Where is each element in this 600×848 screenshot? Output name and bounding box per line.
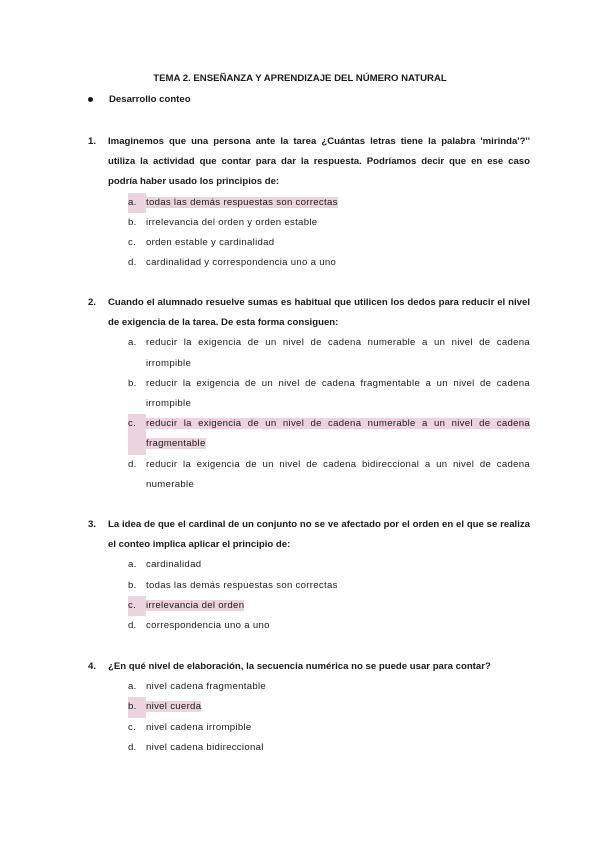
option-c bbox=[128, 233, 530, 253]
option-letter: b. bbox=[128, 377, 137, 389]
option-letter: c. bbox=[128, 414, 146, 454]
option-letter: a. bbox=[128, 337, 137, 349]
option-d bbox=[128, 738, 530, 758]
option-text: reducir la exigencia de un nivel de cadena numerable a un nivel de cadena irrompible bbox=[146, 337, 530, 369]
option-letter: d. bbox=[128, 620, 137, 632]
option-letter: d. bbox=[128, 741, 137, 753]
option-letter: b. bbox=[128, 697, 146, 717]
option-letter: c. bbox=[128, 721, 137, 733]
question-text bbox=[88, 657, 530, 677]
option-text: reducir la exigencia de un nivel de cadena numerable a un nivel de cadena fragmentable bbox=[146, 418, 530, 450]
option-text: cardinalidad y correspondencia uno a uno bbox=[146, 257, 337, 269]
question-body: Imaginemos que una persona ante la tarea ¿Cuántas letras tiene la palabra 'mirinda'?'' utiliza la actividad que contar para dar la respuesta. Podríamos decir que en ese caso podría haber usado los principios de: bbox=[108, 136, 530, 188]
option-text: reducir la exigencia de un nivel de cadena bidireccional a un nivel de cadena numerable bbox=[146, 458, 530, 490]
question-number: 4. bbox=[88, 661, 97, 672]
option-text: cardinalidad bbox=[146, 559, 202, 571]
option-d bbox=[128, 455, 530, 495]
section-heading bbox=[88, 94, 191, 105]
option-text: nivel cuerda bbox=[146, 701, 202, 713]
option-text: irrelevancia del orden bbox=[146, 599, 245, 611]
option-d bbox=[128, 616, 530, 636]
question-text bbox=[88, 293, 530, 333]
question-4 bbox=[88, 657, 530, 758]
question-3 bbox=[88, 515, 530, 636]
question-2 bbox=[88, 293, 530, 495]
option-b bbox=[128, 374, 530, 414]
option-letter: d. bbox=[128, 458, 137, 470]
option-b bbox=[128, 697, 530, 717]
option-a bbox=[128, 333, 530, 373]
document-title: TEMA 2. ENSEÑANZA Y APRENDIZAJE DEL NÚMERO NATURAL bbox=[153, 73, 447, 84]
option-c bbox=[128, 718, 530, 738]
question-number: 1. bbox=[88, 136, 97, 147]
question-number: 2. bbox=[88, 297, 97, 308]
option-c bbox=[128, 596, 530, 616]
options-list bbox=[128, 193, 530, 274]
question-text bbox=[88, 132, 530, 193]
option-text: todas las demás respuestas son correctas bbox=[146, 196, 338, 208]
question-body: Cuando el alumnado resuelve sumas es habitual que utilicen los dedos para reducir el nivel de exigencia de la tarea. De esta forma consiguen: bbox=[108, 297, 530, 329]
question-text bbox=[88, 515, 530, 555]
option-text: irrelevancia del orden y orden estable bbox=[146, 216, 318, 228]
question-number: 3. bbox=[88, 519, 97, 530]
options-list bbox=[128, 555, 530, 636]
option-text: orden estable y cardinalidad bbox=[146, 237, 275, 249]
bullet-icon bbox=[88, 97, 93, 102]
question-body: La idea de que el cardinal de un conjunto no se ve afectado por el orden en el que se realiza el conteo implica aplicar el principio de: bbox=[108, 519, 530, 551]
options-list bbox=[128, 677, 530, 758]
option-letter: a. bbox=[128, 193, 146, 213]
option-a bbox=[128, 555, 530, 575]
option-b bbox=[128, 576, 530, 596]
option-letter: b. bbox=[128, 216, 137, 228]
option-a bbox=[128, 677, 530, 697]
question-1 bbox=[88, 132, 530, 273]
option-letter: a. bbox=[128, 559, 137, 571]
section-label: Desarrollo conteo bbox=[109, 94, 191, 105]
option-letter: b. bbox=[128, 579, 137, 591]
option-text: nivel cadena fragmentable bbox=[146, 681, 267, 693]
options-list bbox=[128, 333, 530, 495]
option-d bbox=[128, 253, 530, 273]
option-c bbox=[128, 414, 530, 454]
option-letter: a. bbox=[128, 681, 137, 693]
option-text: correspondencia uno a uno bbox=[146, 620, 270, 632]
option-a bbox=[128, 193, 530, 213]
option-letter: c. bbox=[128, 596, 146, 616]
option-text: nivel cadena irrompible bbox=[146, 721, 252, 733]
option-b bbox=[128, 213, 530, 233]
question-body: ¿En qué nivel de elaboración, la secuencia numérica no se puede usar para contar? bbox=[108, 661, 491, 672]
option-text: todas las demás respuestas son correctas bbox=[146, 579, 338, 591]
option-letter: c. bbox=[128, 237, 137, 249]
option-text: reducir la exigencia de un nivel de cadena fragmentable a un nivel de cadena irrompible bbox=[146, 377, 530, 410]
option-text: nivel cadena bidireccional bbox=[146, 741, 264, 753]
option-letter: d. bbox=[128, 257, 137, 269]
